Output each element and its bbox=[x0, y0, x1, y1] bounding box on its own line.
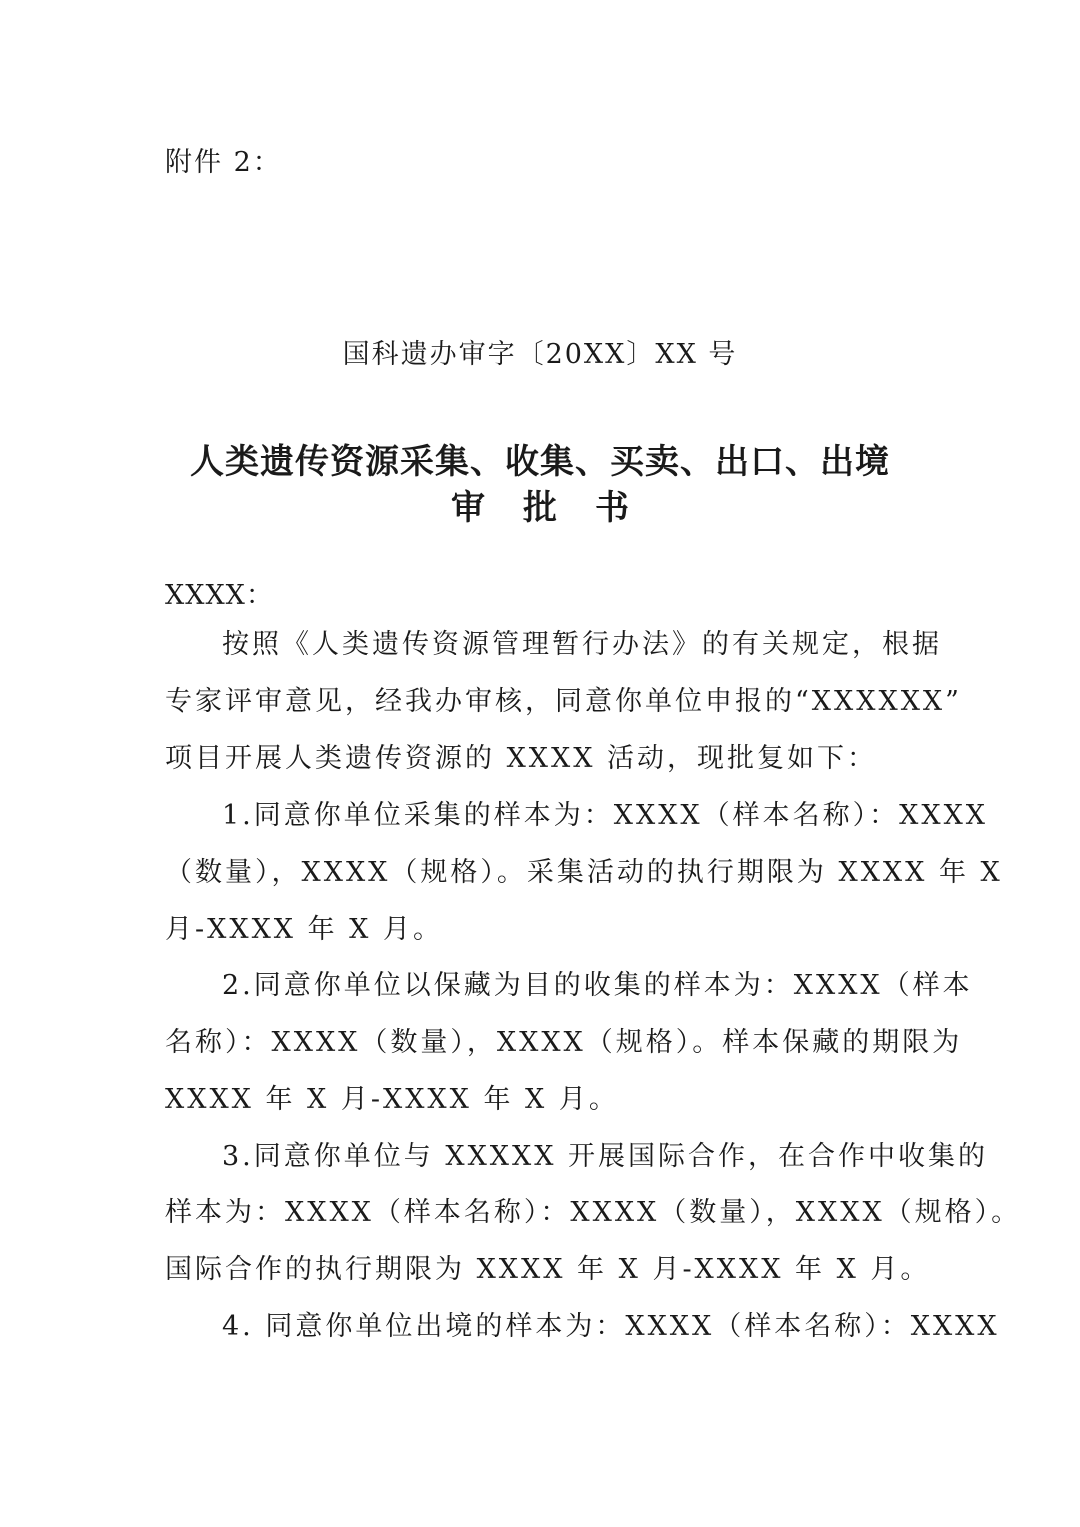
body-line: 项目开展人类遗传资源的 XXXX 活动，现批复如下： bbox=[165, 743, 878, 774]
body-line: 专家评审意见，经我办审核，同意你单位申报的“XXXXXX” bbox=[165, 686, 962, 717]
document-number: 国科遗办审字〔20XX〕XX 号 bbox=[342, 339, 738, 370]
body-line: 3.同意你单位与 XXXXX 开展国际合作，在合作中收集的 bbox=[222, 1141, 989, 1172]
attachment-label: 附件 2： bbox=[165, 147, 282, 178]
addressee: XXXX： bbox=[165, 580, 274, 611]
body-line: 名称）：XXXX（数量），XXXX（规格）。样本保藏的期限为 bbox=[165, 1027, 963, 1058]
body-line: 4. 同意你单位出境的样本为：XXXX（样本名称）：XXXX bbox=[222, 1311, 1000, 1342]
document-title-line-1: 人类遗传资源采集、收集、买卖、出口、出境 bbox=[190, 442, 890, 482]
body-line: 月-XXXX 年 X 月。 bbox=[165, 914, 443, 945]
body-line: XXXX 年 X 月-XXXX 年 X 月。 bbox=[165, 1084, 619, 1115]
body-line: 国际合作的执行期限为 XXXX 年 X 月-XXXX 年 X 月。 bbox=[165, 1254, 931, 1285]
body-line: 1.同意你单位采集的样本为：XXXX（样本名称）：XXXX bbox=[222, 800, 989, 831]
body-line: 2.同意你单位以保藏为目的收集的样本为：XXXX（样本 bbox=[222, 970, 973, 1001]
document-title-line-2: 审批书 bbox=[451, 488, 667, 528]
body-line: （数量），XXXX（规格）。采集活动的执行期限为 XXXX 年 X bbox=[165, 857, 1003, 888]
body-line: 样本为：XXXX（样本名称）：XXXX（数量），XXXX（规格）。 bbox=[165, 1197, 1022, 1228]
body-line: 按照《人类遗传资源管理暂行办法》的有关规定，根据 bbox=[222, 629, 942, 660]
